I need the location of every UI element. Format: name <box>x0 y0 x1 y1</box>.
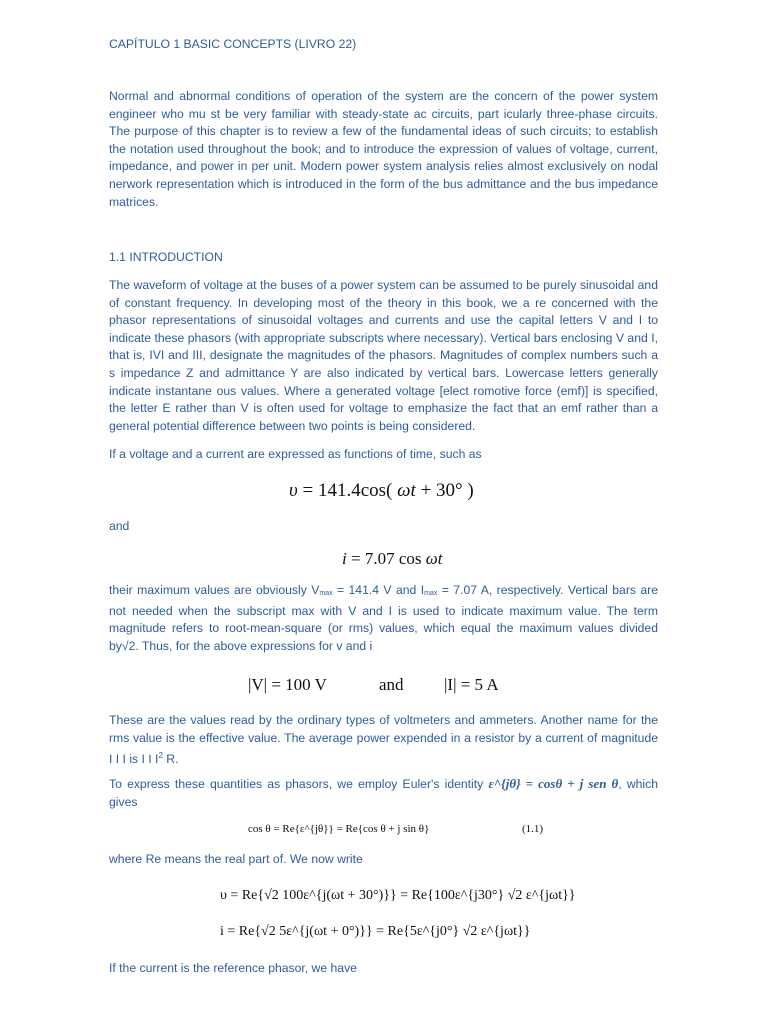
eq-v-lhs: υ <box>289 480 298 501</box>
eq-v-equals: = <box>302 480 314 501</box>
eq-i-lhs: i <box>342 549 347 568</box>
equation-current <box>342 549 442 569</box>
eq-i-wt: ωt <box>425 549 443 568</box>
vmax-subscript: max <box>319 590 333 597</box>
eq-v-amplitude: 141.4 <box>317 480 361 501</box>
eq-v-fn: cos( <box>360 480 393 501</box>
euler-paragraph: To express these quantities as phasors, we employ Euler's identity ε^{jθ} = cosθ + j sen θ, which gives <box>109 776 658 809</box>
euler-identity: ε^{jθ} = cosθ + j sen θ <box>488 776 619 791</box>
eq-v-rest: + 30° ) <box>420 480 474 501</box>
section-title: 1.1 INTRODUCTION <box>109 250 223 264</box>
intro-paragraph: Normal and abnormal conditions of operation of the system are the concern of the power system engineer who mu st be very familiar with steady-state ac circuits, part icularly three-phase circuits. The purpose of this chapter is to review a few of the fundamental ideas of such circuits; to establish the notation used throughout the book; and to introduce the expression of values of voltage, current, impedance, and power in per unit. Modern power system analysis relies almost exclusively on nodal nerwork representation which is introduced in the form of the bus admittance and the bus impedance matrices. <box>109 89 658 209</box>
max-values-paragraph: their maximum values are obviously $V_{max} = 141.4$ V and $I_{max} = 7.07$ A, respectively. Vertical bars are not needed when the subscript max with V and I is used to indicate maximum value. The term magnitude refers to root-mean-square (or rms) values, which equal the maximum values divided by√2. Thus, for the above expressions for v and i <box>109 583 658 653</box>
squared-superscript: 2 <box>158 751 163 761</box>
and-text: and <box>109 519 130 533</box>
rms-paragraph: These are the values read by the ordinary types of voltmeters and ammeters. Another name for the rms value is the effective value. The average power expended in a resistor by a current of magnitude I I I is I I $I^2$ R. <box>109 713 658 767</box>
eq-i-equals: = <box>350 549 361 568</box>
equation-i-phasor: i = Re{√2 5ε^{j(ωt + 0°)}} = Re{5ε^{j0°} √2 ε^{jωt}} <box>220 924 531 939</box>
imax-subscript: max <box>424 590 438 597</box>
eq-i-magnitude: |I| = 5 A <box>444 675 499 694</box>
eq-v-magnitude: |V| = 100 V <box>248 675 327 694</box>
section-paragraph: The waveform of voltage at the buses of a power system can be assumed to be purely sinusoidal and of constant frequency. In developing most of the theory in this book, we a re concerned with the phasor representations of sinusoidal voltages and currents and use the capital letters V and I to indicate these phasors (with appropriate subscripts where necessary). Vertical bars enclosing V and I, that is, IVI and III, designate the magnitudes of the phasors. Magnitudes of complex numbers such a s impedance Z and admittance Y are also indicated by vertical bars. Lowercase letters generally indicate instantane ous values. Where a generated voltage [elect romotive force (emf)] is specified, the letter E rather than V is often used for voltage to emphasize the fact that an emf rather than a general potential difference between two points is being considered. <box>109 278 658 433</box>
equation-v-phasor: υ = Re{√2 100ε^{j(ωt + 30°)}} = Re{100ε^{j30°} √2 ε^{jωt}} <box>220 888 576 903</box>
eq-i-fn: cos <box>398 549 422 568</box>
eq-and-word: and <box>379 675 404 694</box>
eq-v-wt: ωt <box>397 480 416 501</box>
sqrt-two: √2 <box>121 638 136 653</box>
where-re-text: where Re means the real part of. We now write <box>109 852 363 866</box>
equation-voltage <box>289 480 474 502</box>
equation-1-1-number: (1.1) <box>522 823 544 835</box>
chapter-heading: CAPÍTULO 1 BASIC CONCEPTS (LIVRO 22) <box>109 37 357 51</box>
eq-i-amplitude: 7.07 <box>364 549 395 568</box>
last-line-text: If the current is the reference phasor, we have <box>109 961 357 975</box>
equation-1-1: cos θ = Re{ε^{jθ}} = Re{cos θ + j sin θ} <box>248 823 430 835</box>
if-voltage-text: If a voltage and a current are expressed as functions of time, such as <box>109 447 482 461</box>
